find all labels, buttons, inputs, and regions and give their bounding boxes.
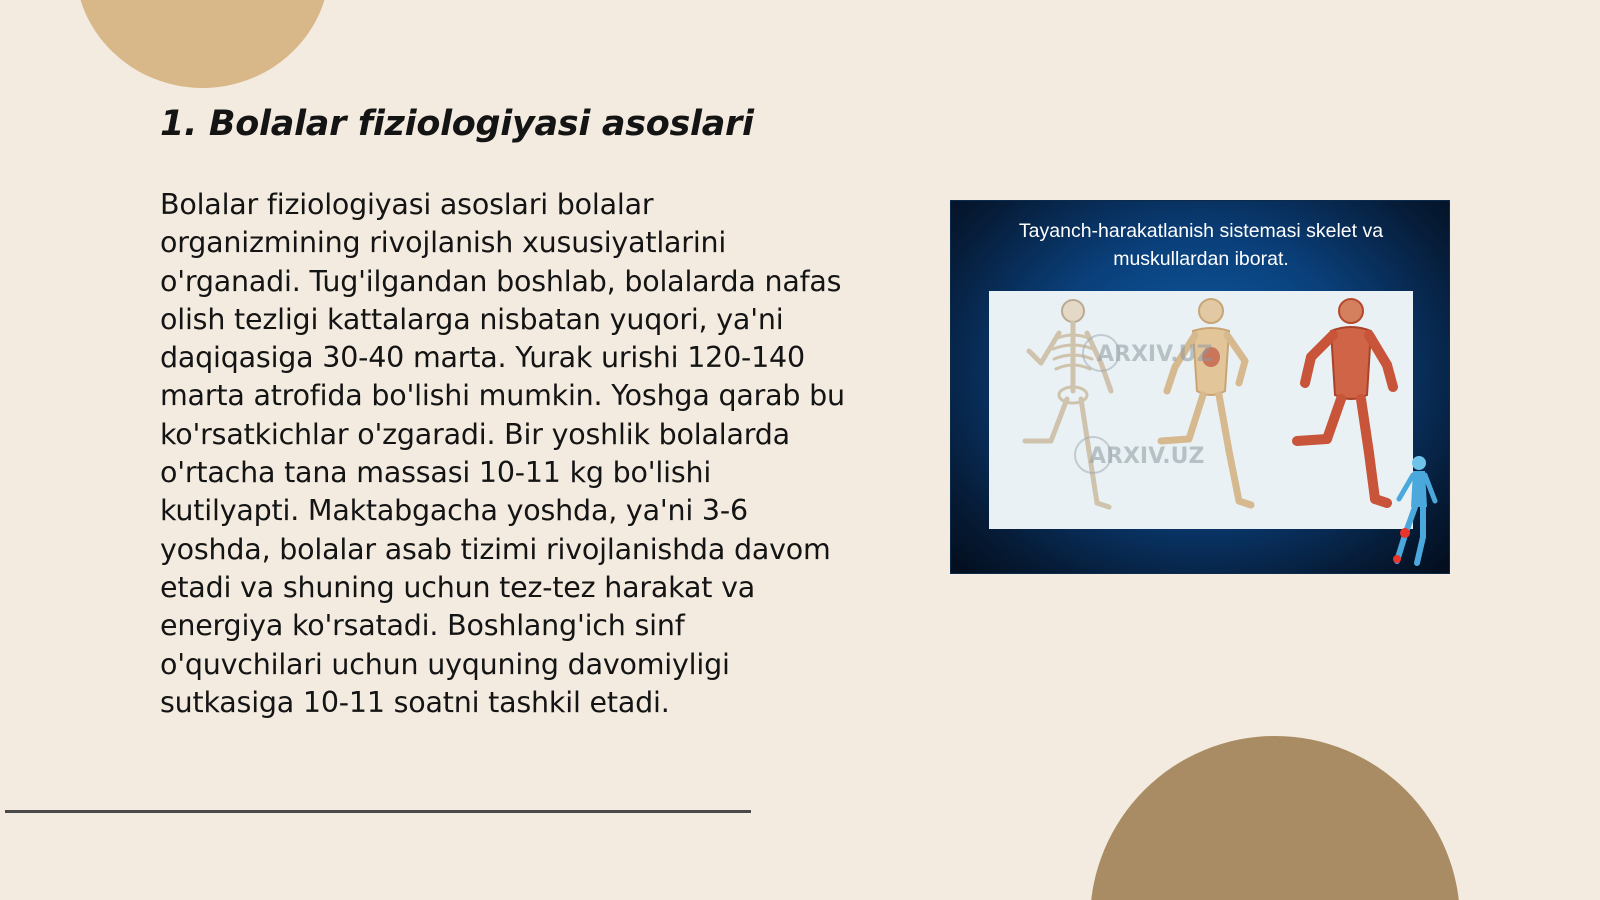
anatomy-figure [950, 200, 1450, 574]
skeleton-organs-runner-icon [1161, 299, 1251, 505]
watermark-bottom: ARXIV.UZ [1089, 444, 1205, 469]
figure-image-panel [989, 291, 1413, 529]
decorative-circle-top [75, 0, 330, 88]
decorative-circle-bottom [1090, 736, 1460, 900]
figure-caption: Tayanch-harakatlanish sistemasi skelet va muskullardan iborat. [1018, 220, 1384, 270]
watermark-top: ARXIV.UZ [1097, 342, 1213, 367]
skeleton-runner-icon [1025, 300, 1111, 507]
divider-line [5, 810, 751, 813]
slide-title: 1. Bolalar fiziologiyasi asoslari [160, 104, 754, 144]
blue-anatomy-figure-icon [1387, 451, 1443, 569]
muscle-runner-icon [1297, 299, 1393, 503]
slide-body-text: Bolalar fiziologiyasi asoslari bolalar organizmining rivojlanish xususiyatlarini o'rganadi. Tug'ilgandan boshlab, bolalarda nafas olish tezligi kattalarga nisbatan yuqori, ya'ni daqiqasiga 30-40 marta. Yurak urishi 120-140 marta atrofida bo'lishi mumkin. Yoshga qarab bu ko'rsatkichlar o'zgaradi. Bir yoshlik bolalarda o'rtacha tana massasi 10-11 kg bo'lishi kutilyapti. Maktabgacha yoshda, ya'ni 3-6 yoshda, bolalar asab tizimi rivojlanishda davom etadi va shuning uchun tez-tez harakat va energiya ko'rsatadi. Boshlang'ich sinf o'quvchilari uchun uyquning davomiyligi sutkasiga 10-11 soatni tashkil etadi. [160, 188, 845, 719]
running-figures-illustration [989, 291, 1413, 529]
